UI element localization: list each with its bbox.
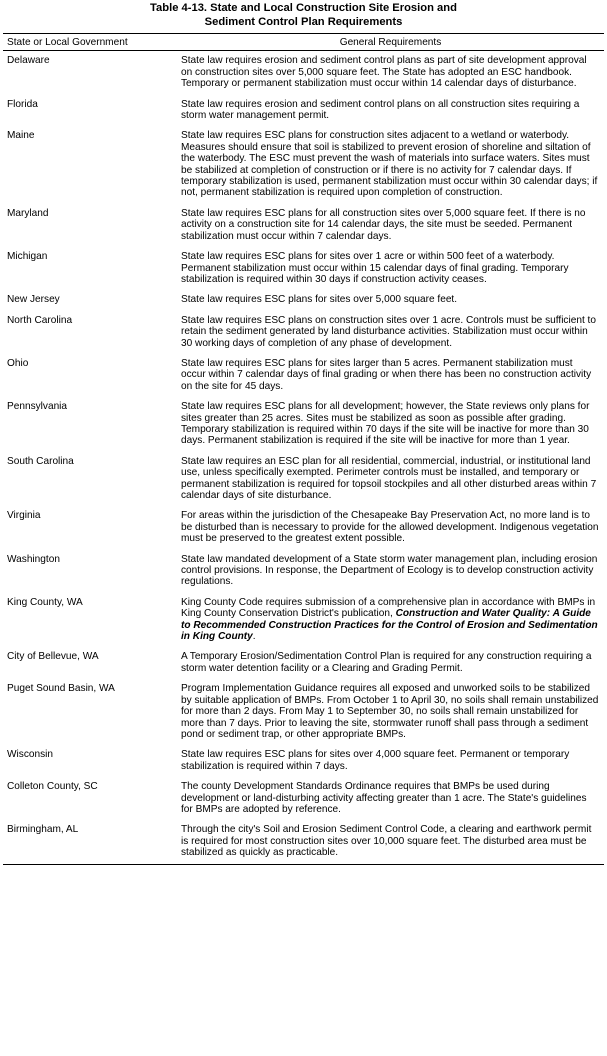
table-row [3, 354, 604, 397]
requirement-cell: State law requires ESC plans for all development; however, the State reviews only plans for sites greater than 25 acres. Sites must be stabilized as soon as possible after grading. Temporary stabilization is required within 70 days if the site will be inactive for more than 30 days. Permanent stabilization is required if the site will be inactive for more than 1 year. [181, 401, 590, 447]
table-row [3, 311, 604, 354]
caption-line-2: Sediment Control Plan Requirements [204, 15, 403, 28]
table-row [3, 506, 604, 549]
table-row [3, 247, 604, 290]
requirement-text: King County Code requires submission of a comprehensive plan in accordance with BMPs in King County Conservation District's publication, [181, 596, 596, 620]
table-row [3, 777, 604, 820]
requirement-cell [177, 593, 604, 648]
government-cell: Wisconsin [7, 749, 53, 761]
requirement-cell: State law requires erosion and sediment control plans on all construction sites requiring a storm water management permit. [181, 98, 580, 122]
government-cell: Maryland [7, 207, 49, 219]
government-cell: Pennsylvania [7, 401, 68, 413]
table-row [3, 679, 604, 745]
government-cell: North Carolina [7, 314, 73, 326]
requirement-cell: State law requires ESC plans for construction sites adjacent to a wetland or waterbody. Measures should ensure that soil is stabilized to prevent erosion of shoreline and siltation of the waterbody. The ESC must prevent the wash of materials into surface waters. Sites must be stabilized at completion of construction or if there is no activity for 7 calendar days. If temporary stabilization is used, permanent stabilization must occur within 30 calendar days; if not, permanent stabilization is required upon completion of construction. [181, 130, 598, 199]
table-row [3, 745, 604, 777]
government-cell: Ohio [7, 357, 29, 369]
government-cell: Virginia [7, 510, 41, 522]
requirement-cell: Program Implementation Guidance requires all exposed and unworked soils to be stabilized by suitable application of BMPs. From October 1 to April 30, no soils shall remain unstabilized for more than 2 days. From May 1 to September 30, no soils shall remain unstabilized for more than 7 days. Prior to leaving the site, stormwater runoff shall pass through a sediment pond or sediment trap, or other appropriate BMPs. [181, 683, 599, 740]
table-header-row [3, 34, 604, 51]
requirement-cell: State law requires ESC plans for sites larger than 5 acres. Permanent stabilization must occur within 7 calendar days of final grading or when there has been no construction activity on the site for 45 days. [181, 357, 592, 392]
requirement-cell: State law requires ESC plans for all construction sites over 5,000 square feet. If there is no activity on a construction site for 14 calendar days, the site must be seeded. Permanent stabilization must occur within 7 calendar days. [181, 207, 586, 242]
requirement-cell: A Temporary Erosion/Sedimentation Control Plan is required for any construction requiring a storm water detention facility or a Clearing and Grading Permit. [181, 651, 592, 674]
requirement-cell: State law requires an ESC plan for all residential, commercial, industrial, or institutional land use, unless specifically exempted. Perimeter controls must be installed, and temporary or permanent stabilization is required for topsoil stockpiles and all other disturbed areas within 7 calendar days of site disturbance. [181, 455, 597, 501]
table-row [3, 820, 604, 864]
government-cell: City of Bellevue, WA [7, 651, 99, 663]
publication-title: Construction and Water Quality: A Guide to Recommended Construction Practices for the Control of Erosion and Sedimentation in King County [181, 608, 598, 643]
requirement-cell: State law mandated development of a State storm water management plan, including erosion control provisions. In response, the Department of Ecology is to develop construction activity regulations. [181, 553, 598, 588]
requirement-cell: The county Development Standards Ordinance requires that BMPs be used during development or land-disturbing activity affecting greater than 1 acre. The State's guidelines for BMPs are adopted by reference. [181, 781, 587, 815]
table-row [3, 51, 604, 95]
table-row [3, 647, 604, 679]
header-government: State or Local Government [3, 34, 177, 51]
requirement-cell: Through the city's Soil and Erosion Sediment Control Code, a clearing and earthwork permit is required for most construction sites over 10,000 square feet. The disturbed area must be stabilized as quickly as practicable. [177, 820, 604, 864]
requirement-cell: State law requires ESC plans for sites over 5,000 square feet. [181, 294, 458, 306]
table-row [3, 397, 604, 452]
requirement-cell: State law requires erosion and sediment control plans as part of site development approval on construction sites over 5,000 square feet. The State has adopted an ESC handbook. Temporary or permanent stabilization must occur within 14 calendar days of disturbance. [181, 55, 587, 90]
requirement-cell: State law requires ESC plans on construction sites over 1 acre. Controls must be sufficient to retain the sediment generated by land disturbance activities. Stabilization must occur within 30 working days of completion of any phase of development. [181, 314, 596, 349]
government-cell: Delaware [7, 55, 50, 67]
table-row [3, 126, 604, 203]
table-row [3, 290, 604, 310]
government-cell: Maine [7, 130, 35, 142]
table-row [3, 593, 604, 648]
government-cell: Colleton County, SC [7, 781, 98, 793]
government-cell: King County, WA [7, 596, 83, 608]
requirement-cell: State law requires ESC plans for sites over 1 acre or within 500 feet of a waterbody. Permanent stabilization must occur within 15 calendar days of final grading. Temporary stabilization is required within 30 days if construction activity ceases. [181, 251, 569, 285]
government-cell: Puget Sound Basin, WA [7, 683, 115, 695]
requirements-table [3, 33, 604, 865]
caption-line-1: Table 4-13. State and Local Construction Site Erosion and [150, 2, 457, 14]
table-row [3, 95, 604, 127]
government-cell: Birmingham, AL [3, 820, 177, 864]
table-caption [3, 2, 604, 29]
table-row [3, 550, 604, 593]
government-cell: Michigan [7, 251, 48, 263]
government-cell: South Carolina [7, 455, 74, 467]
table-row [3, 204, 604, 247]
requirement-text-tail: . [252, 631, 256, 643]
requirement-cell: For areas within the jurisdiction of the Chesapeake Bay Preservation Act, no more land is to be disturbed than is necessary to provide for the allowed development. Indigenous vegetation must be preserved to the greatest extent possible. [181, 510, 599, 545]
government-cell: Washington [7, 553, 60, 565]
header-requirements: General Requirements [177, 34, 604, 51]
government-cell: Florida [7, 98, 38, 110]
government-cell: New Jersey [7, 294, 60, 306]
requirement-cell: State law requires ESC plans for sites over 4,000 square feet. Permanent or temporary stabilization is required within 7 days. [181, 749, 570, 772]
table-row [3, 452, 604, 507]
table-body [3, 51, 604, 864]
